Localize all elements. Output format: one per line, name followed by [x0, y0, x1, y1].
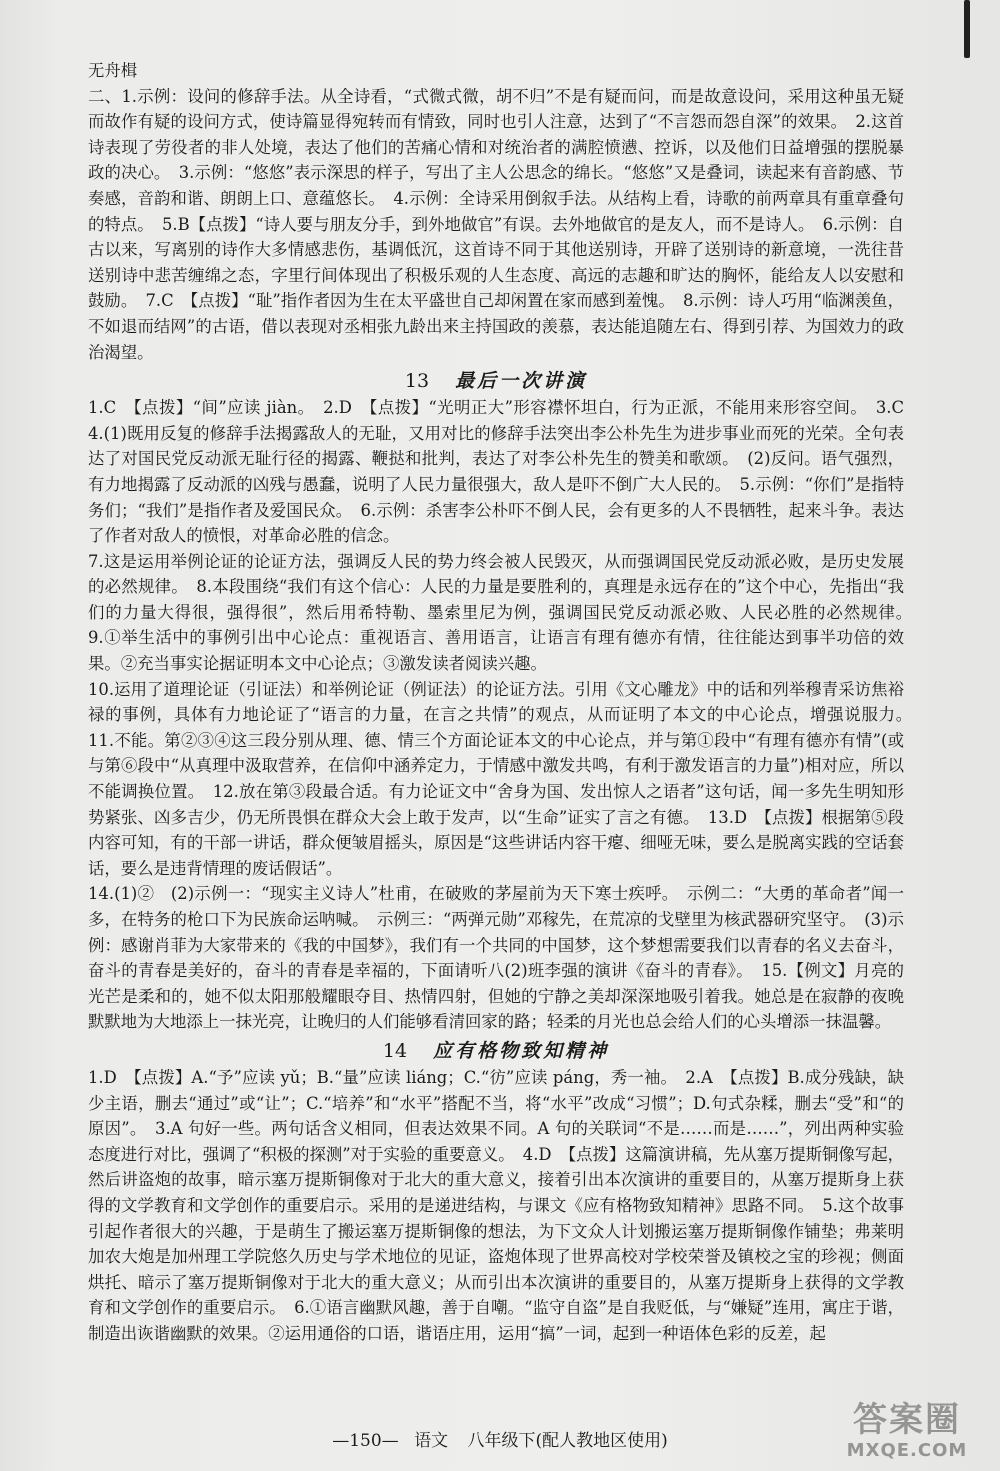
- paragraph: 1.C 【点拨】“间”应读 jiàn。 2.D 【点拨】“光明正大”形容襟怀坦白，行为正派，不能用来形容空间。 3.C 4.(1)既用反复的修辞手法揭露敌人的无耻，又用对比的修辞手法突出李公朴先生为进步事业而死的光荣。全句表达了对国民党反动派无耻行径的揭露、鞭挞和批判，表达了对李公朴先生的赞美和歌颂。 (2)反问。语气强烈，有力地揭露了反动派的凶残与愚蠢，说明了人民力量很强大，敌人是吓不倒广大人民的。 5.示例：“你们”是指特务们；“我们”是指作者及爱国民众。 6.示例：杀害李公朴吓不倒人民，会有更多的人不畏牺牲，起来斗争。表达了作者对敌人的愤恨，对革命必胜的信念。: [88, 398, 921, 546]
- section-title: 应有格物致知精神: [433, 1039, 610, 1062]
- top-line: 无舟楫: [88, 61, 138, 80]
- footer-subject: 语文: [414, 1431, 449, 1451]
- section-number: 14: [382, 1039, 408, 1062]
- section-14-heading: [88, 1037, 904, 1065]
- paragraph: 14.(1)② (2)示例一：“现实主义诗人”杜甫，在破败的茅屋前为天下寒士疾呼。 示例二：“大勇的革命者”闻一多，在特务的枪口下为民族命运呐喊。 示例三：“两弹元勋”邓稼先，在荒凉的戈壁里为核武器研究坚守。 (3)示例：感谢肖菲为大家带来的《我的中国梦》，我们有一个共同的中国梦，这个梦想需要我们以青春的名义去奋斗，奋斗的青春是美好的，奋斗的青春是幸福的，下面请听八(2)班李强的演讲《奋斗的青春》。 15.【例文】月亮的光芒是柔和的，她不似太阳那般耀眼夺目、热情四射，但她的宁静之美却深深地吸引着我。她总是在寂静的夜晚默默地为大地添上一抹光亮，让晚归的人们能够看清回家的路；轻柔的月光也总会给人们的心头增添一抹温馨。: [88, 884, 904, 1032]
- section-13-heading: [88, 367, 904, 395]
- section-title: 最后一次讲演: [455, 370, 588, 393]
- footer-grade: 八年级下(配人教地区使用): [467, 1431, 668, 1451]
- watermark-logo: [832, 1400, 982, 1466]
- paragraph: 10.运用了道理论证（引证法）和举例论证（例证法）的论证方法。引用《文心雕龙》中的话和列举穆青采访焦裕禄的事例，具体有力地论证了“语言的力量，在言之共情”的观点，从而证明了本文的中心论点，增强说服力。 11.不能。第②③④这三段分别从理、德、情三个方面论证本文的中心论点，并与第①段中“有理有德亦有情”(或与第⑥段中“从真理中汲取营养，在信仰中涵养定力，于情感中激发共鸣，有利于激发语言的力量”)相对应，所以不能调换位置。 12.放在第③段最合适。有力论证文中“舍身为国、发出惊人之语者”这句话，闻一多先生明知形势紧张、凶多吉少，仍无所畏惧在群众大会上敢于发声，以“生命”证实了言之有德。 13.D 【点拨】根据第⑤段内容可知，有的干部一讲话，群众便皱眉摇头，原因是“这些讲话内容干瘪、细哑无味，要么是脱离实践的空话套话，要么是违背情理的废话假话”。: [88, 679, 921, 878]
- answer-content: [88, 58, 921, 1347]
- page-edge-mark: [964, 0, 970, 58]
- watermark-url: MXQE.COM: [846, 1440, 968, 1461]
- paragraph: 7.这是运用举例论证的论证方法，强调反人民的势力终会被人民毁灭，从而强调国民党反动派必败，是历史发展的必然规律。 8.本段围绕“我们有这个信心：人民的力量是要胜利的，真理是永远存在的”这个中心，先指出“我们的力量大得很，强得很”，然后用希特勒、墨索里尼为例，强调国民党反动派必败、人民必胜的必然规律。 9.①举生活中的事例引出中心论点：重视语言、善用语言，让语言有理有德亦有情，往往能达到事半功倍的效果。②充当事实论据证明本文中心论点；③激发读者阅读兴趣。: [88, 551, 921, 674]
- paragraph: 1.D 【点拨】A.“予”应读 yǔ；B.“量”应读 liáng；C.“彷”应读 páng，秀一袖。 2.A 【点拨】B.成分残缺，缺少主语，删去“通过”或“让”；C.“培养”和“水平”搭配不当，将“水平”改成“习惯”；D.句式杂糅，删去“受”和“的原因”。 3.A 句好一些。两句话含义相同，但表达效果不同。A 句的关联词“不是……而是……”，列出两种实验态度进行对比，强调了“积极的探测”对于实验的重要意义。 4.D 【点拨】这篇演讲稿，先从塞万提斯铜像写起，然后讲盗炮的故事，暗示塞万提斯铜像对于北大的重大意义，接着引出本次演讲的重要目的，从塞万提斯身上获得的文学教育和文学创作的重要启示。采用的是递进结构，与课文《应有格物致知精神》思路不同。 5.这个故事引起作者很大的兴趣，于是萌生了搬运塞万提斯铜像的想法，为下文众人计划搬运塞万提斯铜像作铺垫；弗莱明加农大炮是加州理工学院悠久历史与学术地位的见证，盗炮体现了世界高校对学校荣誉及镇校之宝的珍视；侧面烘托、暗示了塞万提斯铜像对于北大的重大意义；从而引出本次演讲的重要目的，从塞万提斯身上获得的文学教育和文学创作的重要启示。 6.①语言幽默风趣，善于自嘲。“监守自盗”是自我贬低，与“嫌疑”连用，寓庄于谐，制造出诙谐幽默的效果。②运用通俗的口语，谐语庄用，运用“搞”一词，起到一种语体色彩的反差，起: [88, 1067, 904, 1343]
- watermark-logo-text: 答案圈: [853, 1400, 961, 1440]
- section-number: 13: [404, 370, 430, 393]
- page-number: —150—: [332, 1431, 399, 1451]
- paragraph-part2: 二、1.示例：设问的修辞手法。从全诗看，“式微式微，胡不归”不是有疑而问，而是故意设问，采用这种虽无疑而故作有疑的设问方式，使诗篇显得宛转而有情致，同时也引人注意，达到了“不言怨而怨自深”的效果。 2.这首诗表现了劳役者的非人处境，表达了他们的苦痛心情和对统治者的满腔愤懑、控诉，以及他们日益增强的摆脱暴政的决心。 3.示例：“悠悠”表示深思的样子，写出了主人公思念的绵长。“悠悠”又是叠词，读起来有音韵感、节奏感，音韵和谐、朗朗上口、意蕴悠长。 4.示例：全诗采用倒叙手法。从结构上看，诗歌的前两章具有重章叠句的特点。 5.B【点拨】“诗人要与朋友分手，到外地做官”有误。去外地做官的是友人，而不是诗人。 6.示例：自古以来，写离别的诗作大多情感悲伤，基调低沉，这首诗不同于其他送别诗，开辟了送别诗的新意境，一洗往昔送别诗中悲苦缠绵之态，字里行间体现出了积极乐观的人生态度、高远的志趣和旷达的胸怀，能给友人以安慰和鼓励。 7.C 【点拨】“耻”指作者因为生在太平盛世自己却闲置在家而感到羞愧。 8.示例：诗人巧用“临渊羡鱼，不如退而结网”的古语，借以表现对丞相张九龄出来主持国政的羡慕，表达能追随左右、得到引荐、为国效力的政治渴望。: [88, 86, 904, 362]
